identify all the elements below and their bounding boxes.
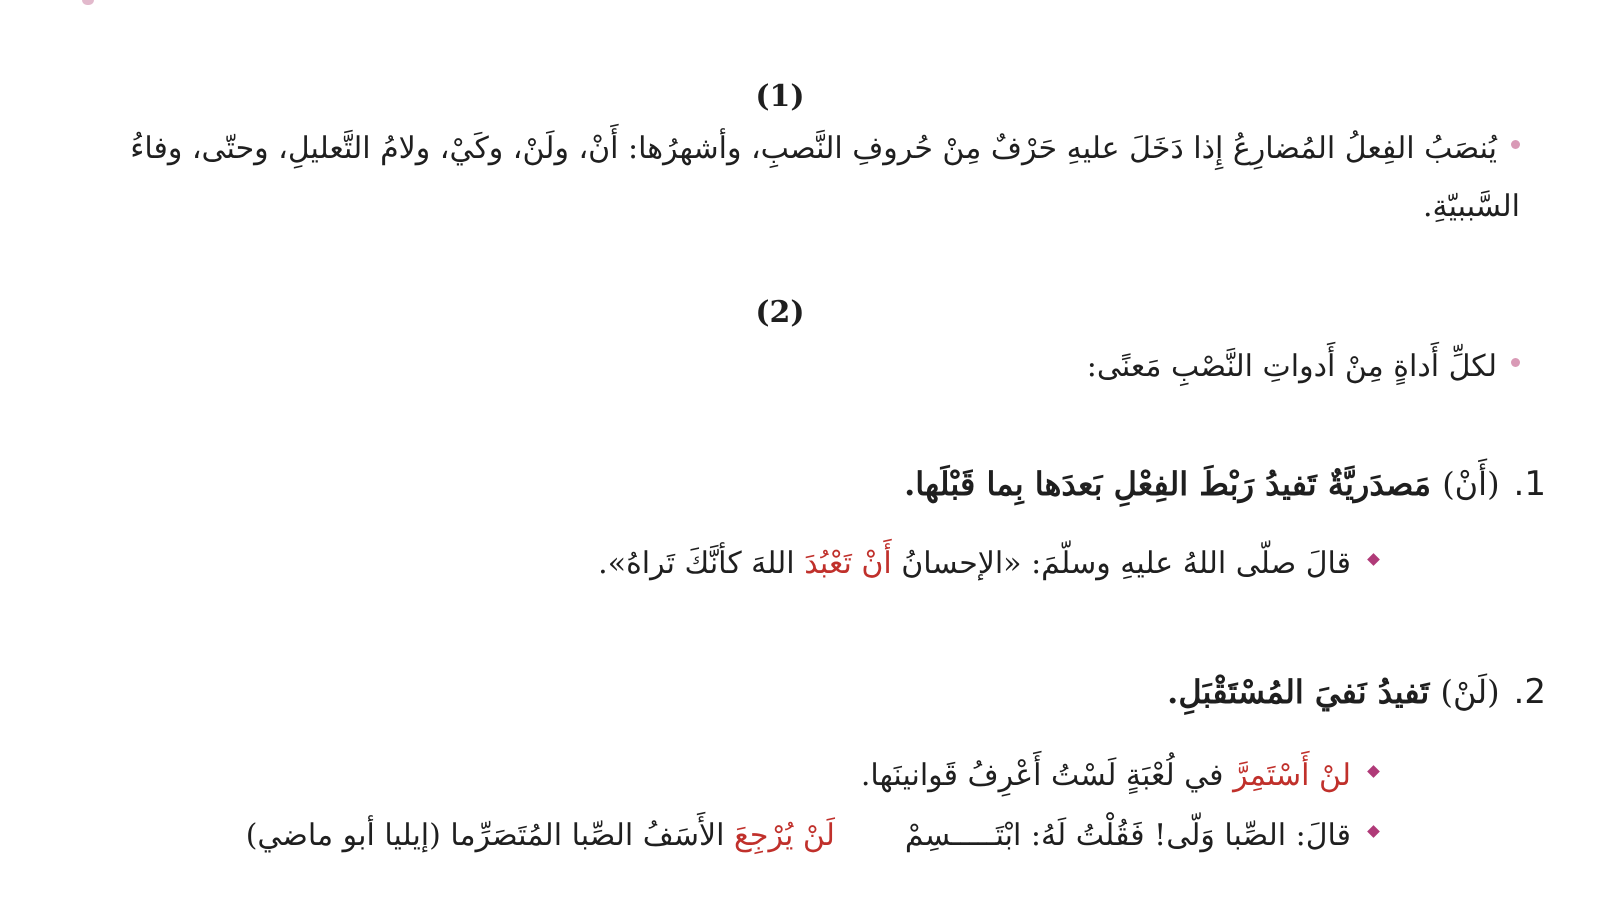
decorative-mark — [82, 0, 94, 5]
diamond-bullet-icon — [1367, 765, 1380, 778]
item-1-example-highlight: أَنْ تَعْبُدَ — [804, 546, 892, 581]
item-2-example-2 — [246, 812, 1378, 860]
section-heading-1: (1) — [755, 79, 805, 114]
bullet-dot-icon — [1511, 140, 1520, 149]
item-1-example-suffix: اللهَ كأنَّكَ تَراهُ». — [598, 546, 805, 581]
item-2-example-2-highlight: لَنْ يُرْجِعَ — [733, 818, 835, 853]
item-1-example-prefix: قالَ صلّى اللهُ عليهِ وسلّمَ: «الإحسانُ — [891, 546, 1351, 581]
section-1-text: يُنصَبُ الفِعلُ المُضارِعُ إِذا دَخَلَ عليهِ حَرْفٌ مِنْ حُروفِ النَّصبِ، وأشهرُها: أَنْ، ولَنْ، وكَيْ، ولامُ التَّعليلِ، وحتّى، وفاءُ السَّببيّةِ. — [130, 131, 1520, 224]
item-1-particle: (أَنْ) — [1442, 465, 1500, 503]
item-1-example — [598, 540, 1378, 588]
item-1-heading — [904, 460, 1546, 508]
item-2-example-1-suffix: في لُعْبَةٍ لَسْتُ أَعْرِفُ قَوانينَها. — [860, 758, 1234, 793]
section-2-text: لكلِّ أَداةٍ مِنْ أَدواتِ النَّصْبِ مَعنًى: — [1086, 349, 1497, 384]
item-2-example-1 — [861, 752, 1378, 800]
diamond-bullet-icon — [1367, 825, 1380, 838]
item-1-number: 1. — [1513, 464, 1546, 504]
section-1-paragraph — [80, 120, 1520, 236]
item-2-example-2-suffix: الأَسَفُ الصِّبا المُتَصَرِّما (إيليا أبو ماضي) — [245, 818, 734, 853]
item-2-particle: (لَنْ) — [1440, 673, 1500, 711]
item-2-heading — [1167, 668, 1546, 716]
item-2-example-1-highlight: لنْ أَسْتَمِرَّ — [1233, 758, 1351, 793]
item-2-meaning: تَفيدُ نَفيَ المُسْتَقْبَلِ. — [1167, 673, 1430, 711]
diamond-bullet-icon — [1367, 553, 1380, 566]
section-heading-2: (2) — [755, 295, 805, 330]
item-1-meaning: مَصدَريَّةٌ تَفيدُ رَبْطَ الفِعْلِ بَعدَها بِما قَبْلَها. — [904, 465, 1432, 503]
item-2-example-2-prefix: قالَ: الصِّبا وَلّى! فَقُلْتُ لَهُ: ابْتَـــــسِمْ — [904, 818, 1351, 853]
bullet-dot-icon — [1511, 358, 1520, 367]
item-2-number: 2. — [1513, 672, 1546, 712]
section-2-paragraph — [80, 338, 1520, 396]
